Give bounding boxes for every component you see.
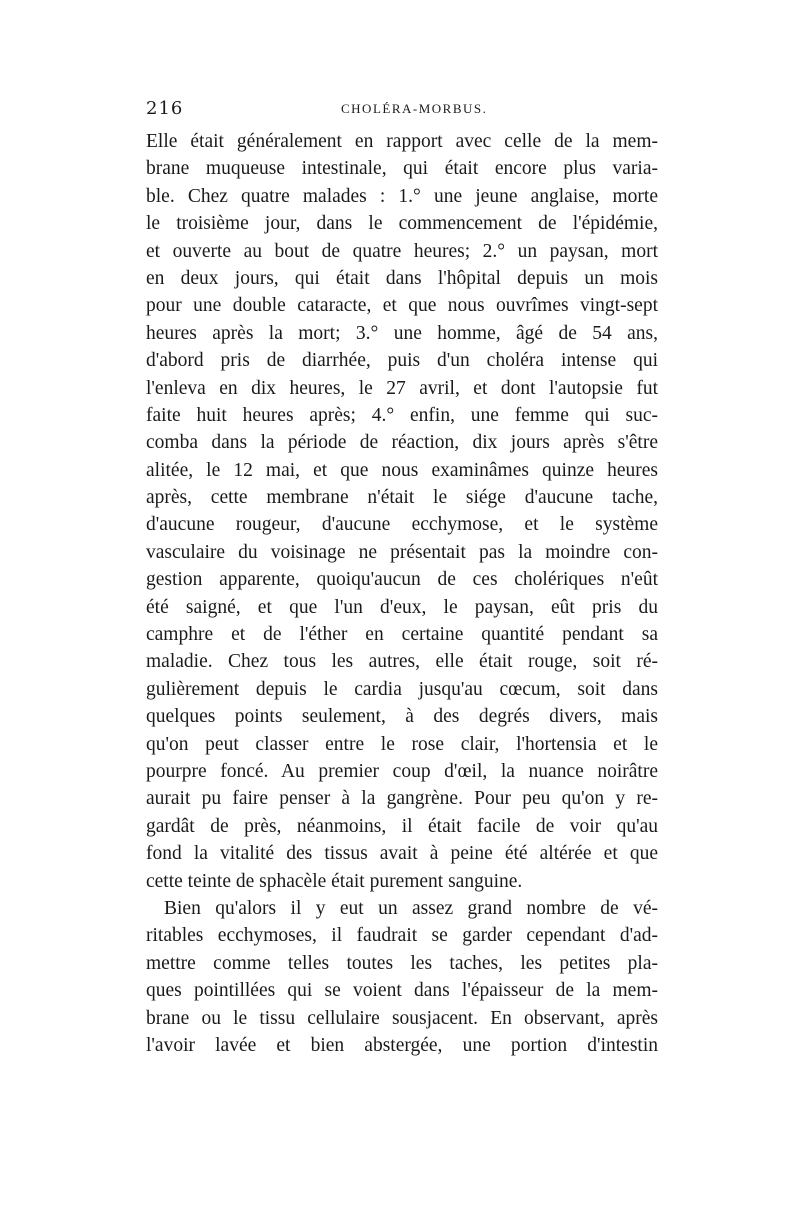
text-line: maladie. Chez tous les autres, elle était rouge, soit ré- <box>146 651 658 673</box>
text-line: ritables ecchymoses, il faudrait se garder cependant d'ad- <box>146 925 658 947</box>
text-line: après, cette membrane n'était le siége d'aucune tache, <box>146 487 658 509</box>
page-number: 216 <box>146 98 184 119</box>
text-line: et ouverte au bout de quatre heures; 2.° un paysan, mort <box>146 240 658 262</box>
text-line: gardât de près, néanmoins, il était facile de voir qu'au <box>146 815 658 837</box>
paragraph-start-line: Bien qu'alors il y eut un assez grand nombre de vé- <box>164 897 658 919</box>
text-line: l'avoir lavée et bien abstergée, une portion d'intestin <box>146 1034 658 1056</box>
text-line: brane ou le tissu cellulaire sousjacent. En observant, après <box>146 1007 658 1029</box>
body-text <box>146 128 658 1059</box>
text-line: ques pointillées qui se voient dans l'épaisseur de la mem- <box>146 980 658 1002</box>
paragraph-end-line: cette teinte de sphacèle était purement sanguine. <box>146 870 523 892</box>
text-line: ble. Chez quatre malades : 1.° une jeune anglaise, morte <box>146 185 658 207</box>
running-head <box>146 98 656 122</box>
text-line: pour une double cataracte, et que nous ouvrîmes vingt-sept <box>146 295 658 317</box>
text-line: comba dans la période de réaction, dix jours après s'être <box>146 432 658 454</box>
text-line: Elle était généralement en rapport avec celle de la mem- <box>146 131 658 152</box>
text-line: faite huit heures après; 4.° enfin, une femme qui suc- <box>146 404 658 426</box>
text-line: en deux jours, qui était dans l'hôpital depuis un mois <box>146 267 658 289</box>
text-line: d'abord pris de diarrhée, puis d'un choléra intense qui <box>146 350 658 372</box>
text-line: heures après la mort; 3.° une homme, âgé de 54 ans, <box>146 322 658 344</box>
text-line: d'aucune rougeur, d'aucune ecchymose, et le système <box>146 514 658 536</box>
text-line: pourpre foncé. Au premier coup d'œil, la nuance noirâtre <box>146 760 658 782</box>
text-line: qu'on peut classer entre le rose clair, l'hortensia et le <box>146 733 658 755</box>
text-line: brane muqueuse intestinale, qui était encore plus varia- <box>146 158 658 180</box>
text-line: gestion apparente, quoiqu'aucun de ces cholériques n'eût <box>146 569 658 591</box>
text-line: quelques points seulement, à des degrés divers, mais <box>146 706 658 728</box>
text-line: alitée, le 12 mai, et que nous examinâmes quinze heures <box>146 459 658 481</box>
text-line: fond la vitalité des tissus avait à peine été altérée et que <box>146 843 658 865</box>
text-line: l'enleva en dix heures, le 27 avril, et dont l'autopsie fut <box>146 377 658 399</box>
text-line: été saigné, et que l'un d'eux, le paysan, eût pris du <box>146 596 658 618</box>
text-line: camphre et de l'éther en certaine quantité pendant sa <box>146 624 658 646</box>
text-line: gulièrement depuis le cardia jusqu'au cœcum, soit dans <box>146 678 658 700</box>
text-line: aurait pu faire penser à la gangrène. Pour peu qu'on y re- <box>146 788 658 810</box>
text-line: le troisième jour, dans le commencement de l'épidémie, <box>146 213 658 235</box>
running-title: CHOLÉRA-MORBUS. <box>341 101 488 116</box>
text-line: mettre comme telles toutes les taches, les petites pla- <box>146 952 658 974</box>
text-line: vasculaire du voisinage ne présentait pas la moindre con- <box>146 541 658 563</box>
